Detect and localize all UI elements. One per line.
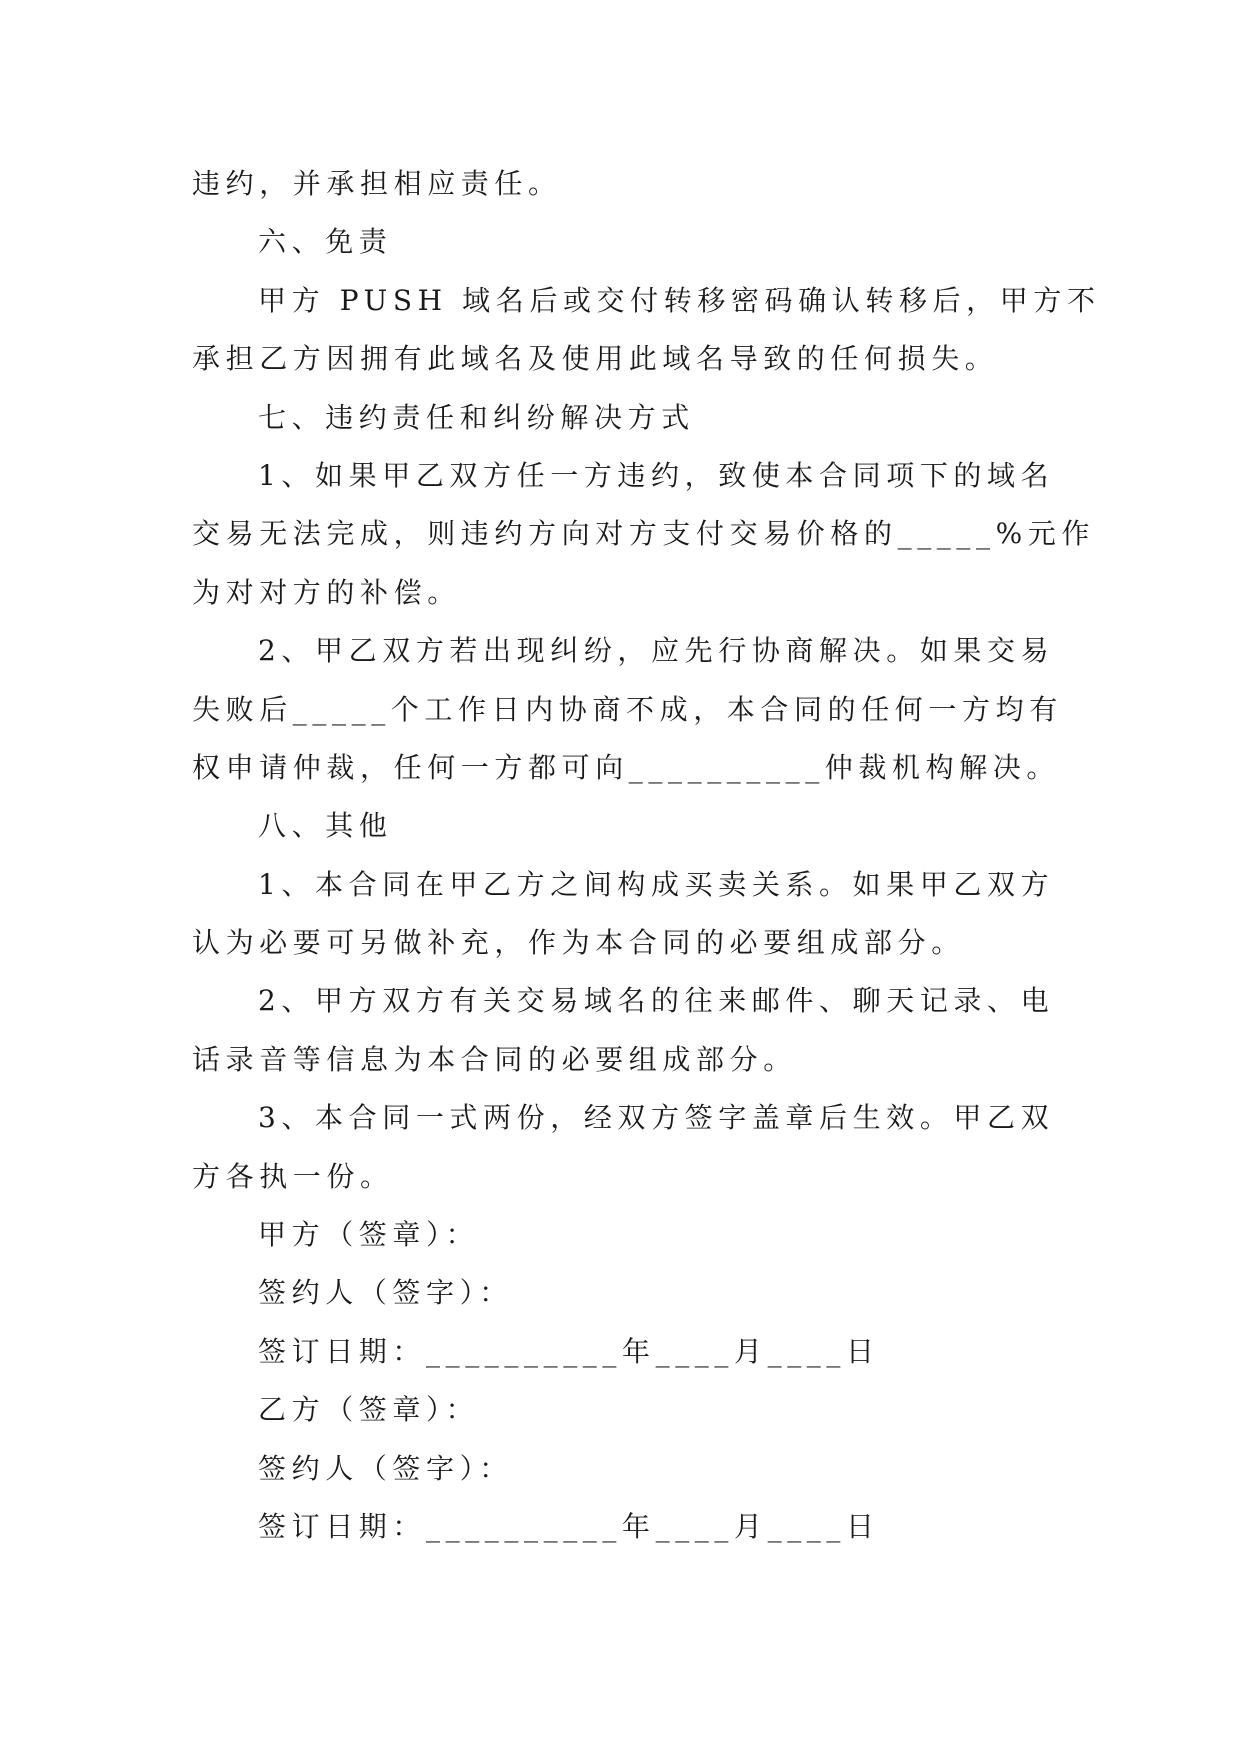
party-a-seal-label: 甲方（签章）：	[258, 1218, 480, 1252]
party-a-signatory-label: 签约人（签字）：	[258, 1276, 513, 1310]
text-line: 甲方 PUSH 域名后或交付转移密码确认转移后，甲方不	[258, 283, 1101, 317]
party-b-signing-date: 签订日期：__________年____月____日	[258, 1509, 880, 1543]
text-line: 为对对方的补偿。	[192, 575, 461, 609]
section-heading-liability: 七、违约责任和纠纷解决方式	[258, 400, 695, 434]
text-line: 交易无法完成，则违约方向对方支付交易价格的_____%元作	[192, 517, 1096, 551]
party-b-signatory-label: 签约人（签字）：	[258, 1451, 513, 1485]
text-line: 2、甲方双方有关交易域名的往来邮件、聊天记录、电	[258, 984, 1055, 1018]
section-heading-other: 八、其他	[258, 809, 393, 843]
text-line: 话录音等信息为本合同的必要组成部分。	[192, 1042, 797, 1076]
text-line: 1、本合同在甲乙方之间构成买卖关系。如果甲乙双方	[258, 867, 1055, 901]
party-a-signing-date: 签订日期：__________年____月____日	[258, 1334, 880, 1368]
section-heading-exemption: 六、免责	[258, 225, 393, 259]
text-line: 3、本合同一式两份，经双方签字盖章后生效。甲乙双	[258, 1101, 1055, 1135]
text-line: 承担乙方因拥有此域名及使用此域名导致的任何损失。	[192, 342, 999, 376]
text-line: 1、如果甲乙双方任一方违约，致使本合同项下的域名	[258, 458, 1055, 492]
contract-text	[192, 155, 1101, 1556]
text-line: 方各执一份。	[192, 1159, 394, 1193]
text-line: 2、甲乙双方若出现纠纷，应先行协商解决。如果交易	[258, 634, 1055, 668]
text-line: 权申请仲裁，任何一方都可向__________仲裁机构解决。	[192, 750, 1061, 784]
text-line: 认为必要可另做补充，作为本合同的必要组成部分。	[192, 926, 965, 960]
party-b-seal-label: 乙方（签章）：	[258, 1393, 480, 1427]
text-line: 失败后_____个工作日内协商不成，本合同的任何一方均有	[192, 692, 1063, 726]
text-line: 违约，并承担相应责任。	[192, 167, 562, 200]
